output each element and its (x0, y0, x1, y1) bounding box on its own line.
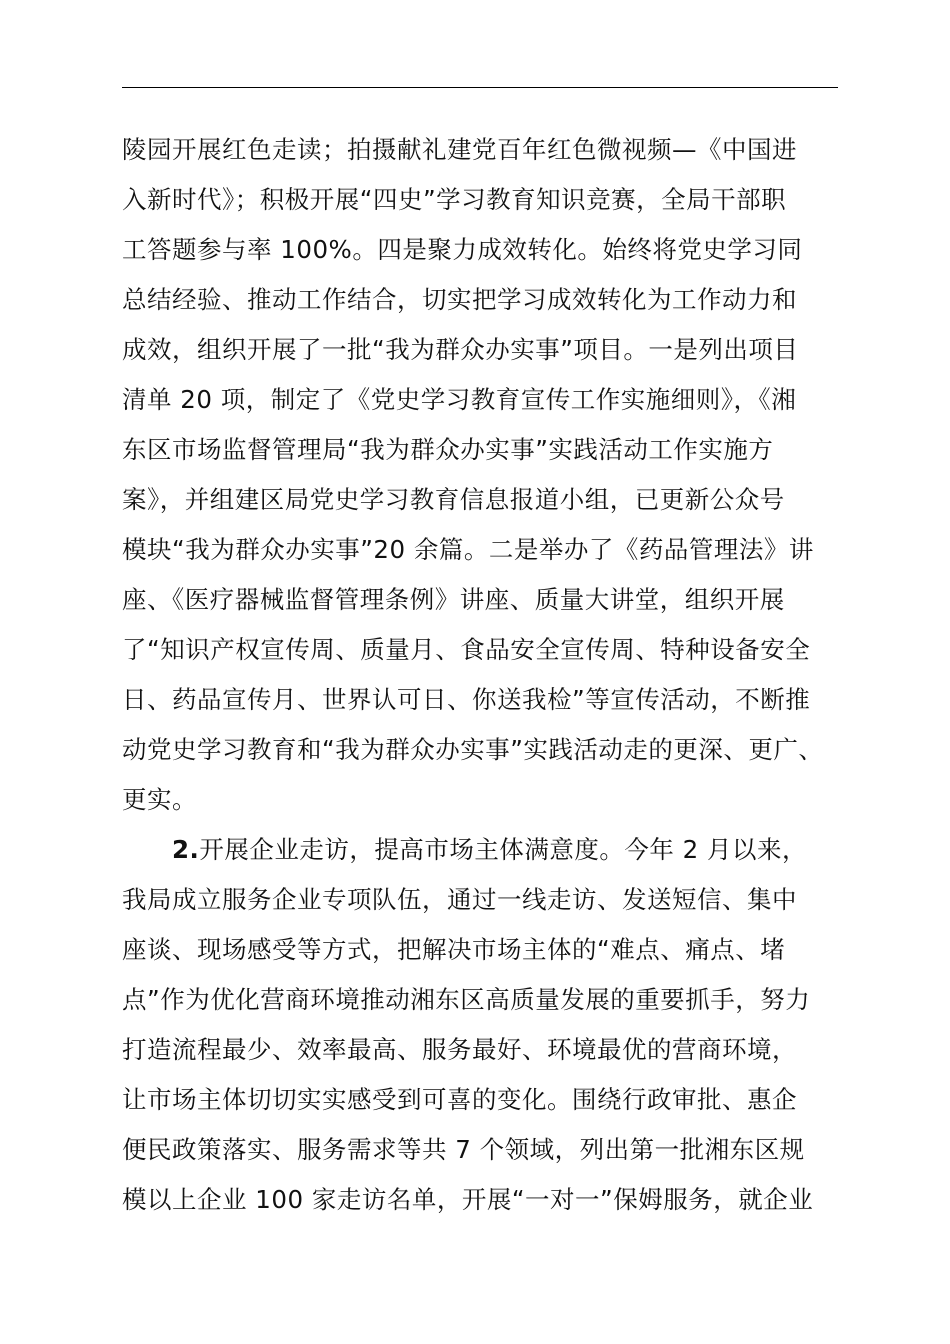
text-line: 动党史学习教育和“我为群众办实事”实践活动走的更深、更广、 (122, 735, 824, 764)
text-line: 工答题参与率 100%。四是聚力成效转化。始终将党史学习同 (122, 235, 803, 264)
text-line: 清单 20 项，制定了《党史学习教育宣传工作实施细则》，《湘 (122, 385, 797, 414)
text-line: 东区市场监督管理局“我为群众办实事”实践活动工作实施方 (122, 435, 774, 464)
text-line: 陵园开展红色走读；拍摄献礼建党百年红色微视频—《中国进 (122, 135, 797, 164)
header-rule (122, 87, 838, 88)
text-line: 日、药品宣传月、世界认可日、你送我检”等宣传活动，不断推 (122, 685, 811, 714)
text-line: 模以上企业 100 家走访名单，开展“一对一”保姆服务，就企业 (122, 1185, 814, 1214)
paragraph-2-first-line (172, 825, 807, 875)
text-line: 我局成立服务企业专项队伍，通过一线走访、发送短信、集中 (122, 885, 797, 914)
paragraph-number: 2. (172, 835, 200, 864)
text-line: 入新时代》；积极开展“四史”学习教育知识竞赛，全局干部职 (122, 185, 787, 214)
text-line: 更实。 (122, 785, 197, 814)
text-line: 总结经验、推动工作结合，切实把学习成效转化为工作动力和 (122, 285, 797, 314)
text-line: 打造流程最少、效率最高、服务最好、环境最优的营商环境， (122, 1035, 797, 1064)
text-line: 模块“我为群众办实事”20 余篇。二是举办了《药品管理法》讲 (122, 535, 814, 564)
text-line: 了“知识产权宣传周、质量月、食品安全宣传周、特种设备安全 (122, 635, 811, 664)
text-line: 座、《医疗器械监督管理条例》讲座、质量大讲堂，组织开展 (122, 585, 785, 614)
text-line: 案》，并组建区局党史学习教育信息报道小组，已更新公众号 (122, 485, 785, 514)
text-line: 成效，组织开展了一批“我为群众办实事”项目。一是列出项目 (122, 335, 799, 364)
text-line: 便民政策落实、服务需求等共 7 个领域，列出第一批湘东区规 (122, 1135, 805, 1164)
text-line: 开展企业走访，提高市场主体满意度。今年 2 月以来， (199, 835, 808, 864)
text-line: 让市场主体切切实实感受到可喜的变化。围绕行政审批、惠企 (122, 1085, 797, 1114)
text-line: 座谈、现场感受等方式，把解决市场主体的“难点、痛点、堵 (122, 935, 786, 964)
text-line: 点”作为优化营商环境推动湘东区高质量发展的重要抓手，努力 (122, 985, 811, 1014)
